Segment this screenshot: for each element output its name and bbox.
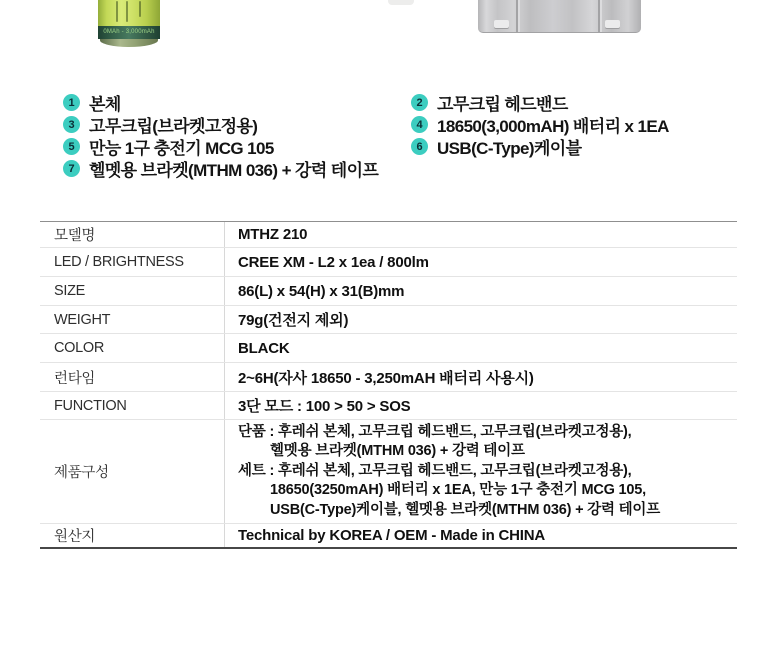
part-label: 18650(3,000mAH) 배터리 x 1EA xyxy=(437,117,669,136)
number-badge: 7 xyxy=(63,160,80,177)
number-badge: 1 xyxy=(63,94,80,111)
spec-table xyxy=(40,221,737,549)
table-row xyxy=(40,248,737,277)
battery-print-mark xyxy=(116,1,118,22)
list-item xyxy=(63,138,378,158)
spec-value: Technical by KOREA / OEM - Made in CHINA xyxy=(224,524,737,547)
battery-label-band: 0MAh - 3,000mAh xyxy=(98,26,160,39)
table-row xyxy=(40,392,737,420)
part-label: 헬멧용 브라켓(MTHM 036) + 강력 테이프 xyxy=(89,161,379,180)
spec-value: BLACK xyxy=(224,334,737,362)
table-row xyxy=(40,306,737,334)
spec-value: MTHZ 210 xyxy=(224,222,737,247)
number-badge: 2 xyxy=(411,94,428,111)
parts-list-left-column xyxy=(63,94,378,182)
table-row xyxy=(40,420,737,524)
spec-label: SIZE xyxy=(54,283,86,299)
table-row xyxy=(40,334,737,363)
spec-value: 3단 모드 : 100 > 50 > SOS xyxy=(224,392,737,419)
spec-value: CREE XM - L2 x 1ea / 800lm xyxy=(224,248,737,276)
list-item xyxy=(63,160,379,180)
list-item xyxy=(63,94,378,114)
part-label: 만능 1구 충전기 MCG 105 xyxy=(89,139,274,158)
number-badge: 4 xyxy=(411,116,428,133)
parts-list-right-column xyxy=(411,94,669,160)
part-label: 본체 xyxy=(89,95,121,114)
spec-value: 2~6H(자사 18650 - 3,250mAH 배터리 사용시) xyxy=(224,363,737,391)
table-row xyxy=(40,222,737,248)
part-label: 고무크립 헤드밴드 xyxy=(437,95,568,114)
composition-line: 세트 : 후레쉬 본체, 고무크립 헤드밴드, 고무크립(브라켓고정용), xyxy=(238,462,632,479)
number-badge: 6 xyxy=(411,138,428,155)
table-row xyxy=(40,277,737,306)
composition-line: 헬멧용 브라켓(MTHM 036) + 강력 테이프 xyxy=(270,443,525,460)
bracket-ridge xyxy=(516,0,518,32)
bracket-notch xyxy=(494,20,509,28)
list-item xyxy=(411,116,669,136)
number-badge: 5 xyxy=(63,138,80,155)
bracket-ridge xyxy=(598,0,600,32)
list-item xyxy=(63,116,378,136)
part-label: USB(C-Type)케이블 xyxy=(437,139,582,158)
composition-line: 18650(3250mAH) 배터리 x 1EA, 만능 1구 충전기 MCG 105, xyxy=(270,482,646,499)
table-row xyxy=(40,363,737,392)
spec-label: 모델명 xyxy=(54,228,96,244)
number-badge: 3 xyxy=(63,116,80,133)
list-item xyxy=(411,94,669,114)
spec-value: 86(L) x 54(H) x 31(B)mm xyxy=(224,277,737,305)
battery-bottom-cap xyxy=(100,39,158,47)
battery-photo xyxy=(98,0,160,47)
spec-label: WEIGHT xyxy=(54,311,111,328)
composition-line: USB(C-Type)케이블, 헬멧용 브라켓(MTHM 036) + 강력 테이프 xyxy=(270,501,661,518)
spec-label: COLOR xyxy=(54,340,105,356)
spec-value-multiline xyxy=(224,420,737,523)
photo-edge-smudge xyxy=(388,0,414,5)
spec-label: FUNCTION xyxy=(54,397,127,414)
battery-print-mark xyxy=(139,1,141,17)
spec-label: 런타임 xyxy=(54,370,96,387)
spec-label: 제품구성 xyxy=(54,465,109,481)
composition-line: 단품 : 후레쉬 본체, 고무크립 헤드밴드, 고무크립(브라켓고정용), xyxy=(238,423,632,440)
battery-print-mark xyxy=(126,1,128,22)
bracket-notch xyxy=(605,20,620,28)
spec-label: 원산지 xyxy=(54,529,96,545)
list-item xyxy=(411,138,669,158)
part-label: 고무크립(브라켓고정용) xyxy=(89,117,258,136)
bracket-photo xyxy=(478,0,641,33)
table-row xyxy=(40,524,737,547)
spec-value: 79g(건전지 제외) xyxy=(224,306,737,333)
spec-label: LED / BRIGHTNESS xyxy=(54,254,184,270)
